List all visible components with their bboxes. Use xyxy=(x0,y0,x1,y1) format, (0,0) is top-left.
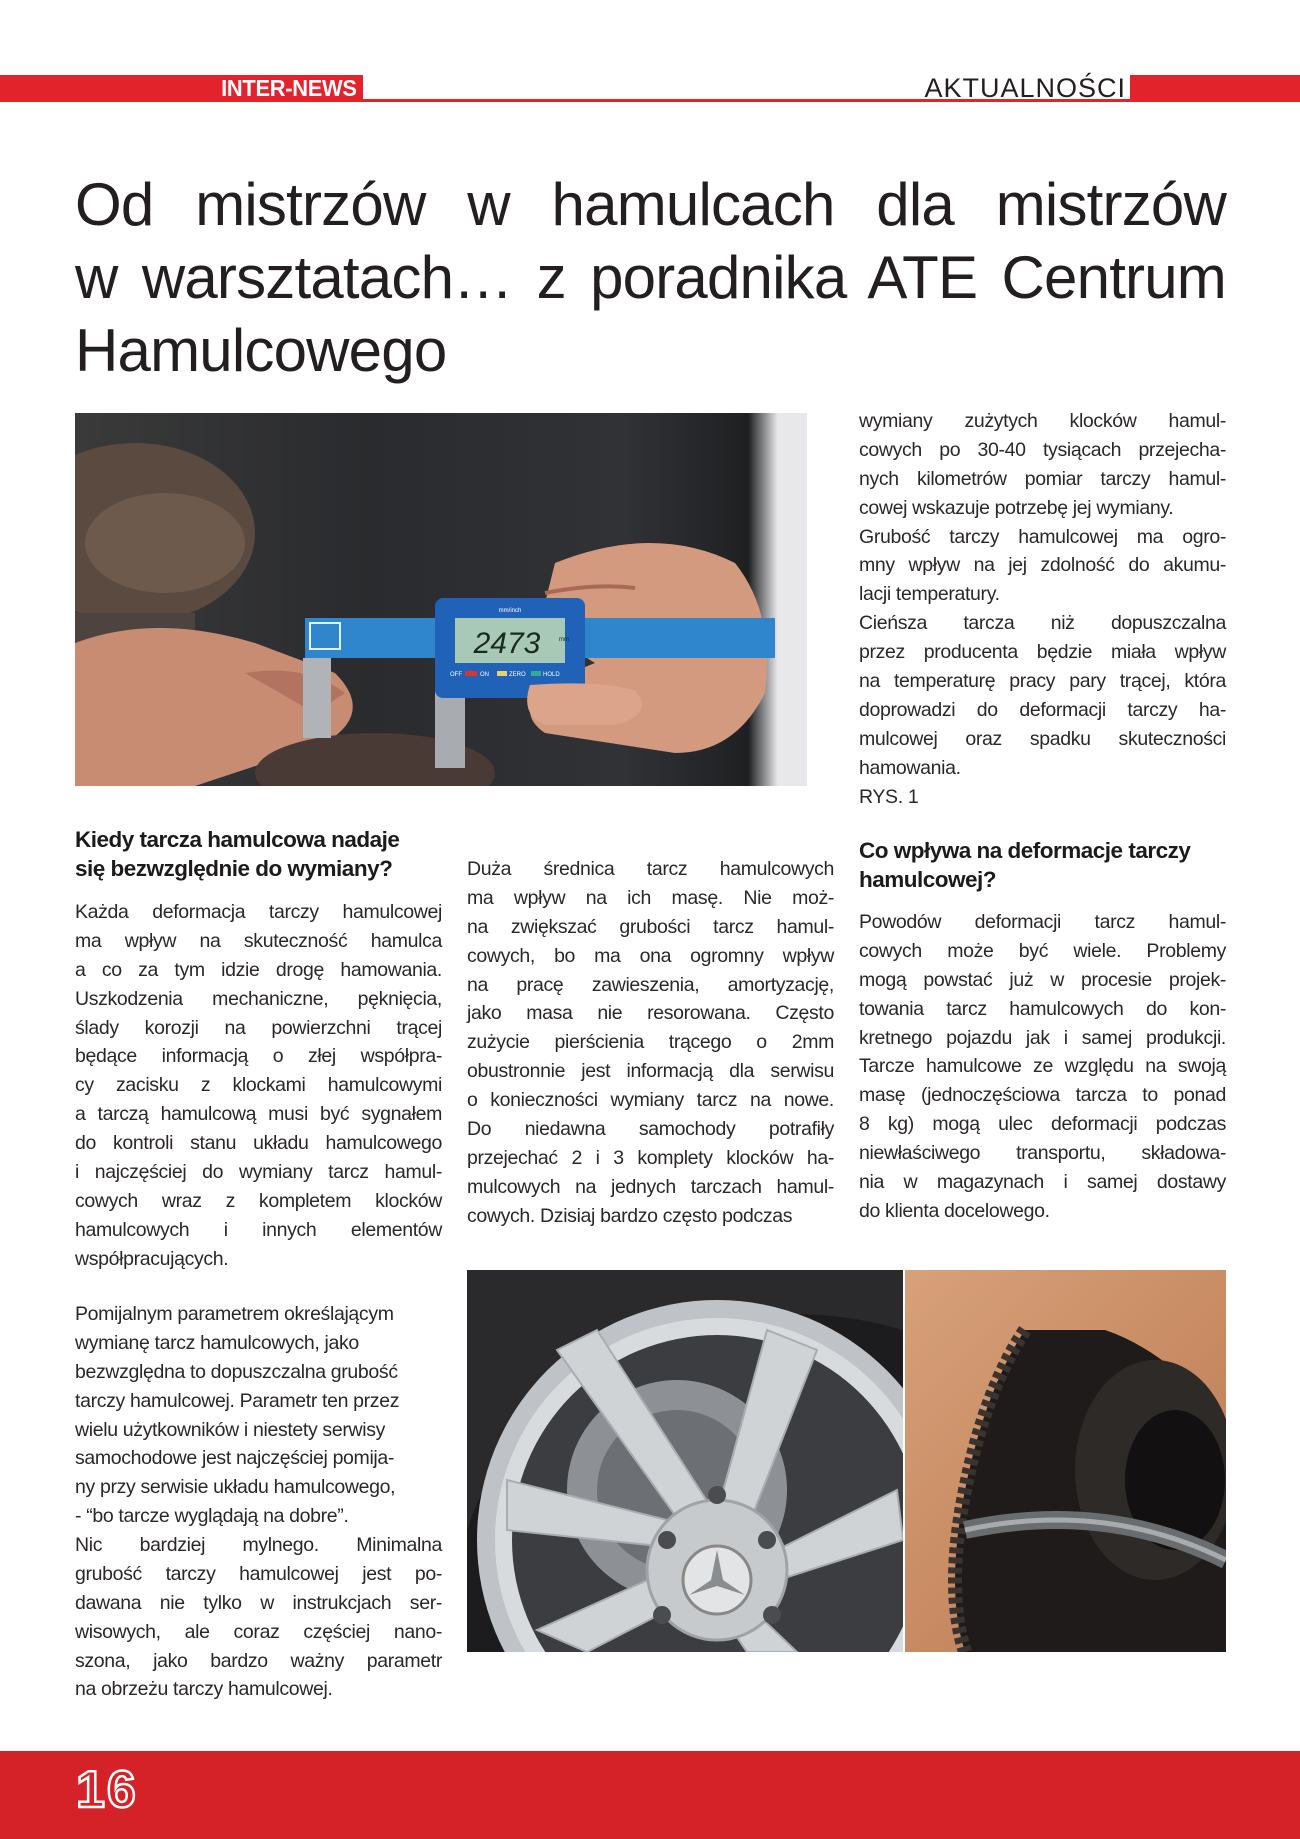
text-line: samochodowe jest najczęściej pomija- xyxy=(75,1447,395,1470)
text-line: dawana nie tylko w instrukcjach ser- xyxy=(75,1591,442,1614)
text-line: Nic bardziej mylnego. Minimalna xyxy=(75,1534,442,1556)
text-line: przejechać 2 i 3 komplety klocków ha- xyxy=(467,1146,834,1169)
paragraph xyxy=(859,783,1226,812)
text-line: mulcowych na jednych tarczach hamul- xyxy=(467,1175,834,1198)
paragraph xyxy=(859,407,1226,523)
section-heading: Co wpływa na deformacje tarczy xyxy=(859,838,1191,863)
wheel-photo xyxy=(467,1270,903,1652)
caliper-button-on: ON xyxy=(480,672,489,678)
paragraph xyxy=(75,1531,442,1704)
text-line: wisowych, ale coraz częściej nano- xyxy=(75,1620,442,1643)
paragraph xyxy=(75,898,442,1274)
header-red-block xyxy=(1130,75,1300,102)
text-line: Uszkodzenia mechaniczne, pęknięcia, xyxy=(75,987,442,1010)
caliper-brand: mm/inch xyxy=(498,608,522,614)
text-line: cowych wraz z kompletem klocków xyxy=(75,1189,442,1212)
column-1-lower xyxy=(75,1531,442,1704)
text-line: na obrzeżu tarczy hamulcowej. xyxy=(75,1678,333,1701)
title-line: Hamulcowego xyxy=(75,317,447,384)
text-line: tarczy hamulcowej. Parametr ten przez xyxy=(75,1389,400,1412)
header-brand-label: INTER-NEWS xyxy=(221,75,357,101)
caliper-button-off: OFF xyxy=(450,672,462,678)
text-line: i najczęściej do wymiany tarcz hamul- xyxy=(75,1161,442,1184)
text-line: ny przy serwisie układu hamulcowego, xyxy=(75,1476,396,1499)
column-3 xyxy=(859,908,1226,1226)
paragraph xyxy=(859,523,1226,610)
page-number: 16 xyxy=(76,1761,138,1819)
text-line: cowych może być wiele. Problemy xyxy=(859,939,1226,962)
text-line: Do niedawna samochody potrafiły xyxy=(467,1118,834,1141)
caliper-unit: mm xyxy=(559,637,569,643)
caliper-photo xyxy=(75,413,807,786)
text-line: wymianę tarcz hamulcowych, jako xyxy=(75,1331,359,1354)
section-heading: się bezwzględnie do wymiany? xyxy=(75,856,393,881)
text-line: na temperaturę pracy pary trącej, która xyxy=(859,670,1226,693)
text-line: niewłaściwego transportu, składowa- xyxy=(859,1142,1226,1165)
text-line: bezwzględna to dopuszczalna grubość xyxy=(75,1360,398,1383)
text-line: ma wpływ na skuteczność hamulca xyxy=(75,929,442,952)
text-line: mulcowej oraz spadku skuteczności xyxy=(859,727,1226,750)
text-line: ślady korozji na powierzchni trącej xyxy=(75,1016,442,1039)
title-line: Od mistrzów w hamulcach dla mistrzów xyxy=(75,171,1226,238)
text-line: - “bo tarcze wyglądają na dobre”. xyxy=(75,1505,349,1528)
text-line: kretnego pojazdu jak i samej produkcji. xyxy=(859,1026,1226,1049)
text-line: lacji temperatury. xyxy=(859,583,1000,606)
section-label: AKTUALNOŚCI xyxy=(924,73,1126,103)
text-line: szona, jako bardzo ważny parametr xyxy=(75,1649,442,1672)
text-line: a co za tym idzie drogę hamowania. xyxy=(75,958,442,981)
text-line: RYS. 1 xyxy=(859,785,919,808)
text-line: doprowadzi do deformacji tarczy ha- xyxy=(859,698,1226,721)
text-line: o konieczności wymiany tarcz na nowe. xyxy=(467,1089,834,1112)
caliper-button-zero: ZERO xyxy=(509,672,526,678)
text-line: towania tarcz hamulcowych do kon- xyxy=(859,997,1226,1020)
column-1-heading xyxy=(75,825,442,883)
text-line: grubość tarczy hamulcowej jest po- xyxy=(75,1562,442,1585)
section-heading: Kiedy tarcza hamulcowa nadaje xyxy=(75,827,400,852)
article-title xyxy=(75,168,1226,387)
footer-bar xyxy=(0,1751,1300,1839)
text-line: do kontroli stanu układu hamulcowego xyxy=(75,1132,442,1155)
text-line: Powodów deformacji tarcz hamul- xyxy=(859,911,1226,933)
text-line: cowej wskazuje potrzebę jej wymiany. xyxy=(859,496,1174,519)
text-line: Pomijalnym parametrem określającym xyxy=(75,1303,394,1325)
text-line: cy zacisku z klockami hamulcowymi xyxy=(75,1074,442,1097)
text-line: masę (jednoczęściowa tarcza to ponad xyxy=(859,1084,1226,1107)
paragraph xyxy=(467,855,834,1231)
text-line: cowych po 30-40 tysiącach przejecha- xyxy=(859,438,1226,461)
text-line: 8 kg) mogą ulec deformacji podczas xyxy=(859,1113,1226,1136)
text-line: cowych, bo ma ona ogromny wpływ xyxy=(467,944,834,967)
column-3-heading xyxy=(859,836,1226,894)
column-1 xyxy=(75,898,442,1274)
text-line: obustronnie jest informacją dla serwisu xyxy=(467,1060,834,1083)
text-line: ma wpływ na ich masę. Nie moż- xyxy=(467,886,834,909)
text-line: Tarcze hamulcowe ze względu na swoją xyxy=(859,1055,1226,1078)
caliper-button-hold: HOLD xyxy=(543,672,560,678)
text-line: na zwiększać grubości tarcz hamul- xyxy=(467,915,834,938)
text-line: przez producenta będzie miała wpływ xyxy=(859,641,1226,664)
text-line: Każda deformacja tarczy hamulcowej xyxy=(75,901,442,923)
paragraph xyxy=(75,1300,442,1531)
header-brand-box xyxy=(0,75,363,102)
paragraph xyxy=(859,908,1226,1226)
text-line: Cieńsza tarcza niż dopuszczalna xyxy=(859,612,1226,635)
column-1-lower-intro xyxy=(75,1300,442,1531)
text-line: mny wpływ na jej zdolność do akumu- xyxy=(859,554,1226,577)
text-line: mogą powstać już w procesie projek- xyxy=(859,968,1226,991)
text-line: wymiany zużytych klocków hamul- xyxy=(859,410,1226,432)
paragraph xyxy=(859,609,1226,782)
text-line: hamowania. xyxy=(859,756,961,779)
text-line: współpracujących. xyxy=(75,1247,229,1270)
column-2 xyxy=(467,855,834,1231)
text-line: zużycie pierścienia trącego o 2mm xyxy=(467,1031,834,1054)
text-line: cowych. Dzisiaj bardzo często podczas xyxy=(467,1204,793,1227)
section-heading: hamulcowej? xyxy=(859,867,997,892)
caliper-readout: 2473 xyxy=(473,627,541,660)
text-line: do klienta docelowego. xyxy=(859,1199,1050,1222)
text-line: Grubość tarczy hamulcowej ma ogro- xyxy=(859,525,1226,548)
text-line: a tarczą hamulcową musi być sygnałem xyxy=(75,1103,442,1126)
corroded-disc-photo xyxy=(905,1270,1226,1652)
column-right-top xyxy=(859,407,1226,811)
text-line: jako masa nie resorowana. Często xyxy=(467,1002,834,1025)
text-line: nych kilometrów pomiar tarczy hamul- xyxy=(859,467,1226,490)
title-line: w warsztatach… z poradnika ATE Centrum xyxy=(75,244,1226,311)
text-line: Duża średnica tarcz hamulcowych xyxy=(467,858,834,880)
text-line: wielu użytkowników i niestety serwisy xyxy=(75,1418,385,1441)
text-line: nia w magazynach i samej dostawy xyxy=(859,1171,1226,1194)
text-line: będące informacją o złej współpra- xyxy=(75,1045,442,1068)
text-line: hamulcowych i innych elementów xyxy=(75,1218,442,1241)
text-line: na pracę zawieszenia, amortyzację, xyxy=(467,973,834,996)
